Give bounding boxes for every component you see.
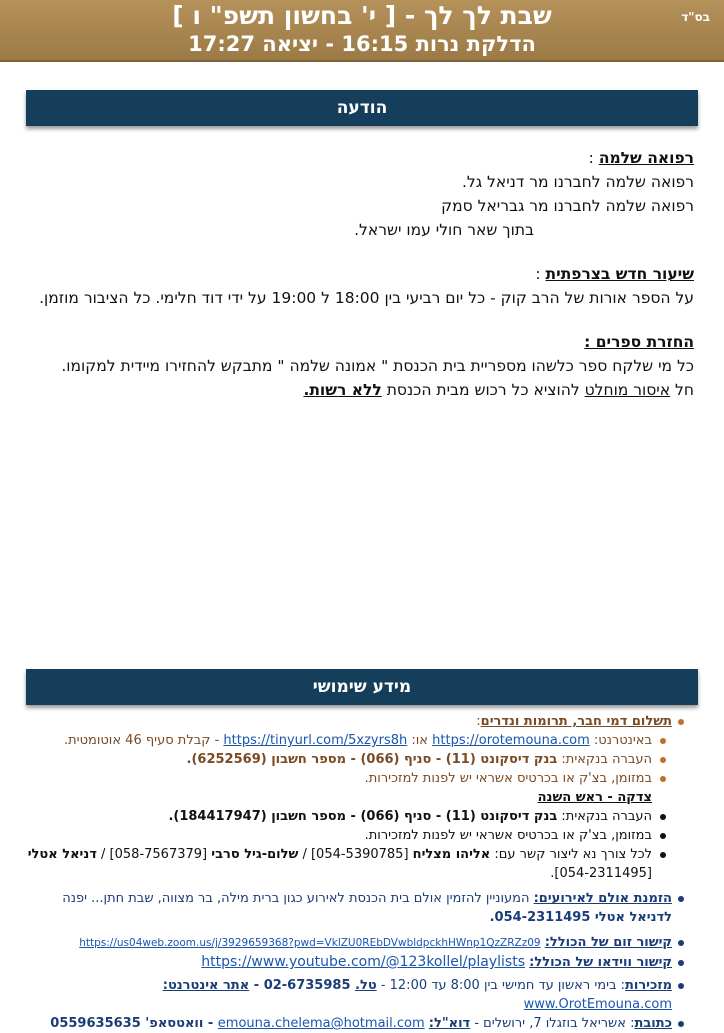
books-text: כל מי שלקח ספר כלשהו מספריית בית הכנסת " אמונה שלמה " מתבקש להחזירו מיידית למקומו. (61, 357, 694, 375)
office-item: מזכירות: בימי ראשון עד חמישי בין 8:00 עד 12:00 - טל. 02-6735985 - אתר אינטרנט: www.OrotEmouna.com (20, 976, 696, 1014)
bullet-icon (660, 757, 666, 763)
bullet-icon (660, 833, 666, 839)
cash-tzedaka: במזומן, בצ'ק או בכרטיס אשראי יש לפנות למזכירות. (20, 826, 696, 845)
bullet-icon (678, 1021, 684, 1027)
dues-item: תשלום דמי חבר, תרומות ונדרים: (20, 712, 696, 731)
tinyurl-link[interactable]: https://tinyurl.com/5xzyrs8h (223, 733, 408, 748)
site-link[interactable]: www.OrotEmouna.com (523, 997, 672, 1012)
shabbat-title: שבת לך לך - [ י' בחשון תשפ" ו ] (172, 1, 552, 30)
zoom-item: קישור זום של הכולל: https://us04web.zoom.us/j/3929659368?pwd=VklZU0REbDVwbldpckhHWnp1QzZRZz09 (20, 933, 696, 953)
bullet-icon (660, 852, 666, 858)
info-section (20, 712, 696, 1033)
tzedaka-heading: צדקה - ראש השנה (537, 790, 652, 805)
bullet-icon (660, 738, 666, 744)
healing-line: בתוך שאר חולי עמו ישראל. (354, 221, 534, 239)
announcement-section (28, 146, 694, 402)
healing-line: רפואה שלמה לחברנו מר גבריאל סמק (441, 197, 694, 215)
hall-booking: הזמנת אולם לאירועים: המעוניין להזמין אולם בית הכנסת לאירוע כגון ברית מילה, בר מצווה, שבת חתן... יפנה לדניאל אטלי 054-2311495. (20, 889, 696, 927)
announcement-bar: הודעה (26, 90, 698, 126)
bullet-icon (678, 983, 684, 989)
healing-heading: רפואה שלמה : (588, 149, 694, 167)
candle-times: הדלקת נרות 16:15 - יציאה 17:27 (188, 32, 536, 56)
lesson-heading: שיעור חדש בצרפתית : (535, 265, 694, 283)
address-item: כתובת: אשריאל בוזגלו 7, ירושלים - דוא"ל: emouna.chelema@hotmail.com - וואטסאפ' 0559635635 (20, 1014, 696, 1033)
internet-payment: באינטרנט: https://orotemouna.com או: https://tinyurl.com/5xzyrs8h - קבלת סעיף 46 אוטומטית. (20, 731, 696, 750)
bullet-icon (660, 776, 666, 782)
bullet-icon (678, 940, 684, 946)
bank-transfer: העברה בנקאית: בנק דיסקונט (11) - סניף (066) - מספר חשבון (6252569). (20, 750, 696, 769)
lesson-text: על הספר אורות של הרב קוק - כל יום רביעי בין 18:00 ל 19:00 על ידי דוד חלימי. כל הציבור מוזמן. (39, 289, 694, 307)
bullet-icon (660, 814, 666, 820)
prohibit-text: חל איסור מוחלט להוציא כל רכוש מבית הכנסת ללא רשות. (303, 381, 694, 399)
bsd-mark: בס"ד (681, 10, 710, 24)
email-link[interactable]: emouna.chelema@hotmail.com (217, 1016, 425, 1031)
bullet-icon (678, 896, 684, 902)
zoom-link[interactable]: https://us04web.zoom.us/j/3929659368?pwd=VklZU0REbDVwbldpckhHWnp1QzZRZz09 (79, 937, 541, 949)
contact-info: לכל צורך נא ליצור קשר עם: אליהו מצליח [054-5390785] / שלום-גיל סרבי [058-7567379] / דניאל אטלי [054-2311495]. (20, 845, 696, 883)
info-bar: מידע שימושי (26, 669, 698, 705)
books-heading: החזרת ספרים : (584, 333, 694, 351)
payment-link[interactable]: https://orotemouna.com (432, 733, 590, 748)
bullet-icon (678, 719, 684, 725)
healing-line: רפואה שלמה לחברנו מר דניאל גל. (461, 173, 694, 191)
video-item: קישור ווידאו של הכולל: https://www.youtube.com/@123kollel/playlists (20, 953, 696, 972)
bank-transfer-tzedaka: העברה בנקאית: בנק דיסקונט (11) - סניף (066) - מספר חשבון (184417947). (20, 807, 696, 826)
page-header (0, 0, 724, 62)
video-link[interactable]: https://www.youtube.com/@123kollel/playlists (201, 954, 525, 970)
cash-payment: במזומן, בצ'ק או בכרטיס אשראי יש לפנות למזכירות. (20, 769, 696, 788)
bullet-icon (678, 960, 684, 966)
